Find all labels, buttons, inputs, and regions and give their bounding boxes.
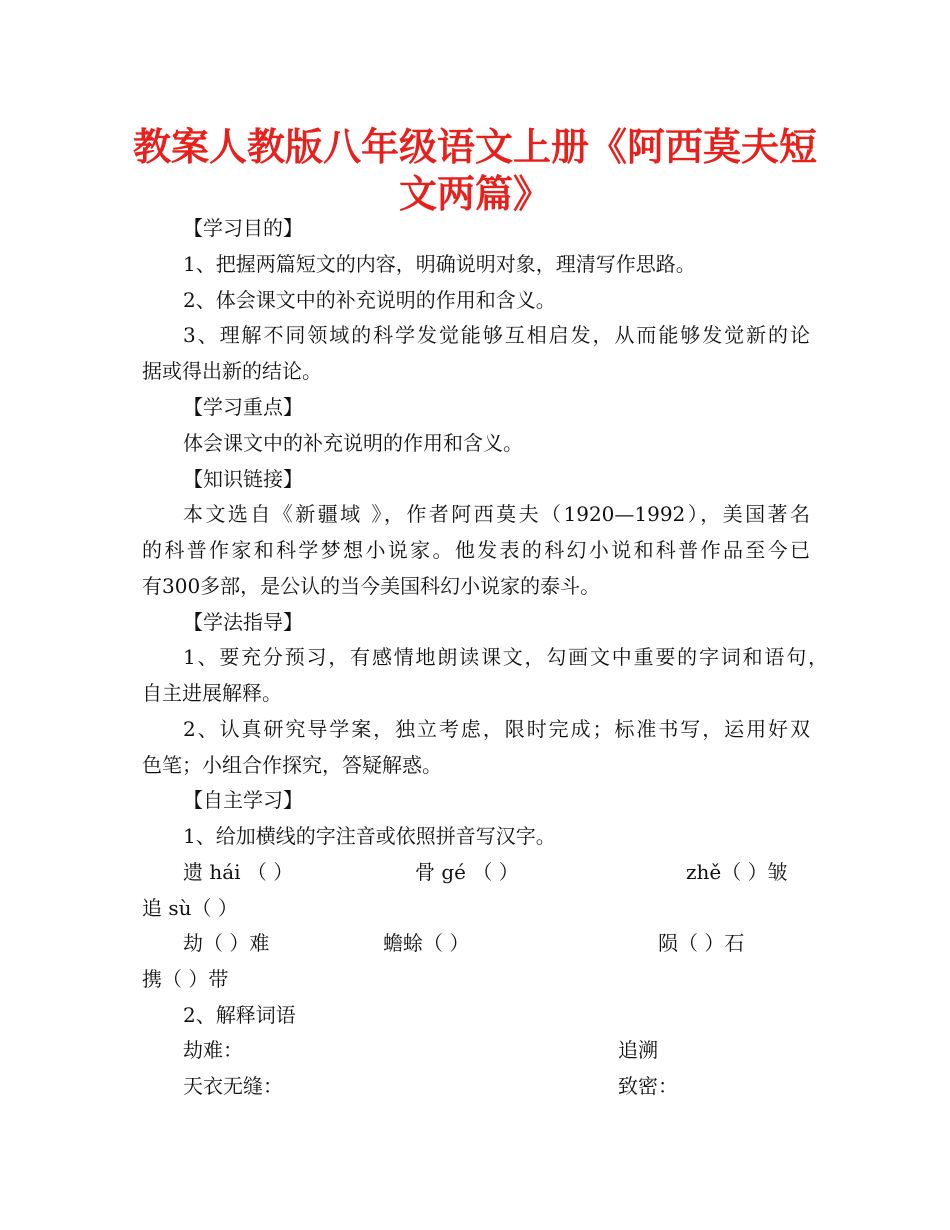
pinyin-row-1-cont: 追 sù（ ） [142, 896, 238, 920]
pinyin-item-chanchu: 蟾蜍（ ） [383, 931, 470, 955]
goal-1: 1、把握两篇短文的内容，明确说明对象，理清写作思路。 [183, 252, 696, 276]
goal-2: 2、体会课文中的补充说明的作用和含义。 [183, 288, 556, 312]
task-2: 2、解释词语 [183, 1003, 296, 1027]
goal-3-line-1: 3、理解不同领域的科学发觉能够互相启发，从而能够发觉新的论 [183, 323, 810, 347]
pinyin-row-2 [183, 929, 823, 957]
pinyin-item-yunshi: 陨（ ）石 [658, 931, 745, 955]
link-line-2: 的科普作家和科学梦想小说家。他发表的科幻小说和科普作品至今已 [142, 538, 810, 562]
link-heading: 【知识链接】 [183, 467, 303, 491]
focus-heading: 【学习重点】 [183, 395, 303, 419]
words-row-2 [183, 1072, 823, 1100]
pinyin-row-2-cont: 携（ ）带 [142, 967, 229, 991]
self-study-heading: 【自主学习】 [183, 788, 303, 812]
word-tianyiwufeng: 天衣无缝： [183, 1074, 283, 1098]
pinyin-item-guge: 骨 gé （ ） [415, 860, 519, 884]
pinyin-item-yihai: 遗 hái （ ） [183, 860, 294, 884]
word-jienan: 劫难： [183, 1038, 243, 1062]
doc-title-line-2: 文两篇》 [398, 172, 551, 216]
goals-heading: 【学习目的】 [183, 216, 303, 240]
pinyin-item-jienan: 劫（ ）难 [183, 931, 270, 955]
task-1: 1、给加横线的字注音或依照拼音写汉字。 [183, 824, 556, 848]
word-zhuisu: 追溯 [618, 1038, 658, 1062]
link-line-1: 本文选自《新疆域 》，作者阿西莫夫（1920—1992），美国著名 [183, 502, 810, 526]
pinyin-item-zhezhou: zhě（ ）皱 [686, 860, 788, 884]
method-1-line-1: 1、要充分预习，有感情地朗读课文，勾画文中重要的字词和语句， [183, 645, 828, 669]
goal-3-line-2: 据或得出新的结论。 [142, 359, 322, 383]
word-zhimi: 致密： [618, 1074, 678, 1098]
focus-1: 体会课文中的补充说明的作用和含义。 [183, 431, 523, 455]
method-2-line-1: 2、认真研究导学案，独立考虑，限时完成；标准书写，运用好双 [183, 717, 810, 741]
link-line-3: 有300多部，是公认的当今美国科幻小说家的泰斗。 [142, 574, 601, 598]
pinyin-row-1 [183, 858, 823, 886]
doc-title-line-1: 教案人教版八年级语文上册《阿西莫夫短 [132, 125, 817, 169]
method-1-line-2: 自主进展解释。 [142, 681, 282, 705]
method-heading: 【学法指导】 [183, 610, 303, 634]
words-row-1 [183, 1036, 823, 1064]
method-2-line-2: 色笔；小组合作探究，答疑解惑。 [142, 753, 442, 777]
